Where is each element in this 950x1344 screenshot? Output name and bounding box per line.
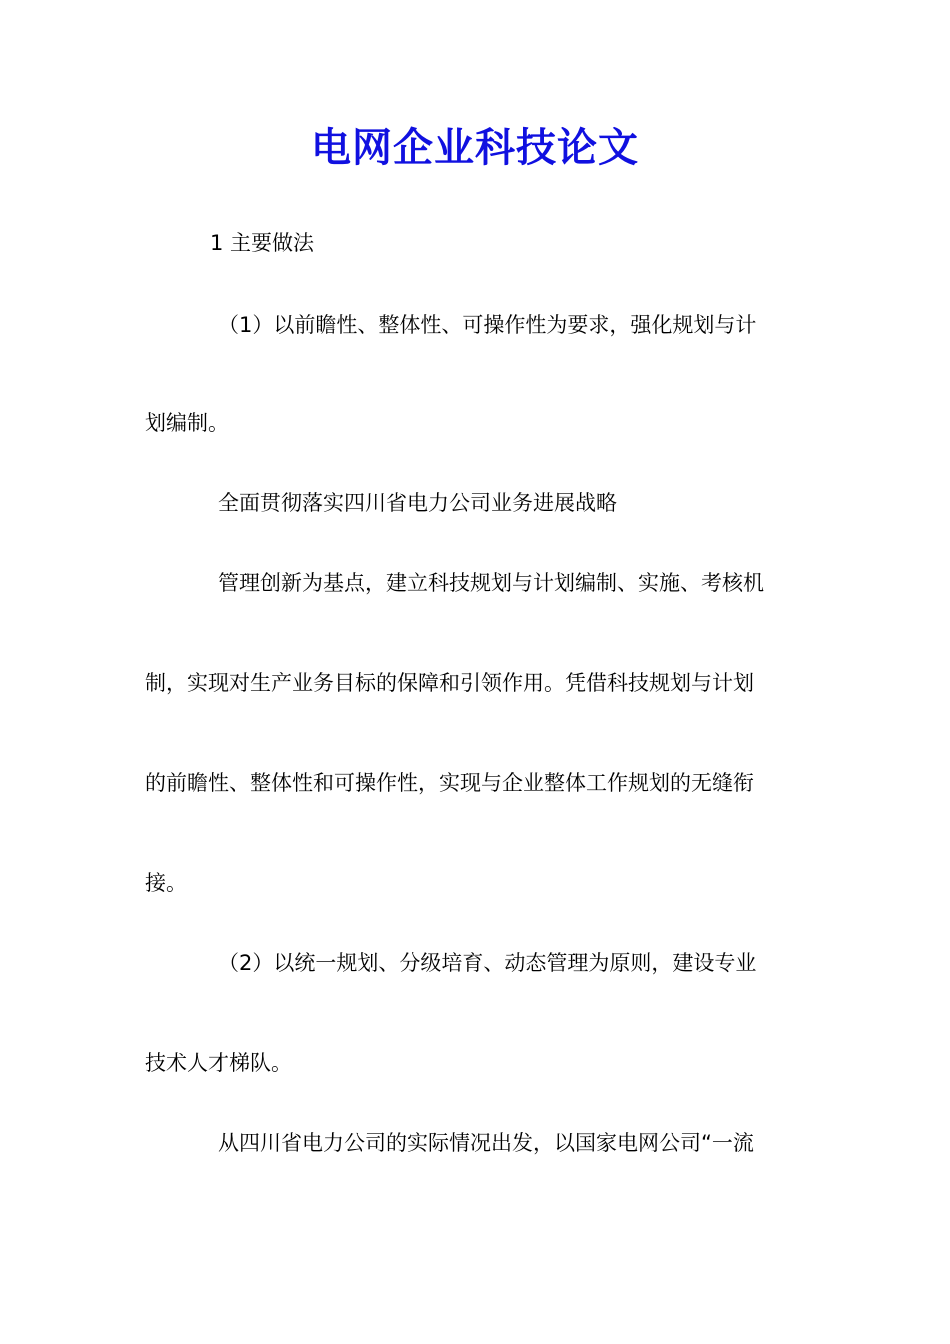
paragraph-line: （2）以统一规划、分级培育、动态管理为原则，建设专业 (218, 951, 757, 975)
paragraph-line: 技术人才梯队。 (145, 1051, 292, 1075)
paragraph-line: 从四川省电力公司的实际情况出发，以国家电网公司“一流 (218, 1131, 754, 1155)
paragraph-line: 划编制。 (145, 411, 229, 435)
paragraph-line: 的前瞻性、整体性和可操作性，实现与企业整体工作规划的无缝衔 (145, 771, 754, 795)
document-title: 电网企业科技论文 (311, 124, 639, 171)
paragraph-line: 全面贯彻落实四川省电力公司业务进展战略 (218, 491, 617, 515)
paragraph-line: 制，实现对生产业务目标的保障和引领作用。凭借科技规划与计划 (145, 671, 754, 695)
section-heading: 1 主要做法 (210, 231, 315, 255)
paragraph-line: （1）以前瞻性、整体性、可操作性为要求，强化规划与计 (218, 313, 757, 337)
paragraph-line: 管理创新为基点，建立科技规划与计划编制、实施、考核机 (218, 571, 764, 595)
paragraph-line: 接。 (145, 871, 187, 895)
